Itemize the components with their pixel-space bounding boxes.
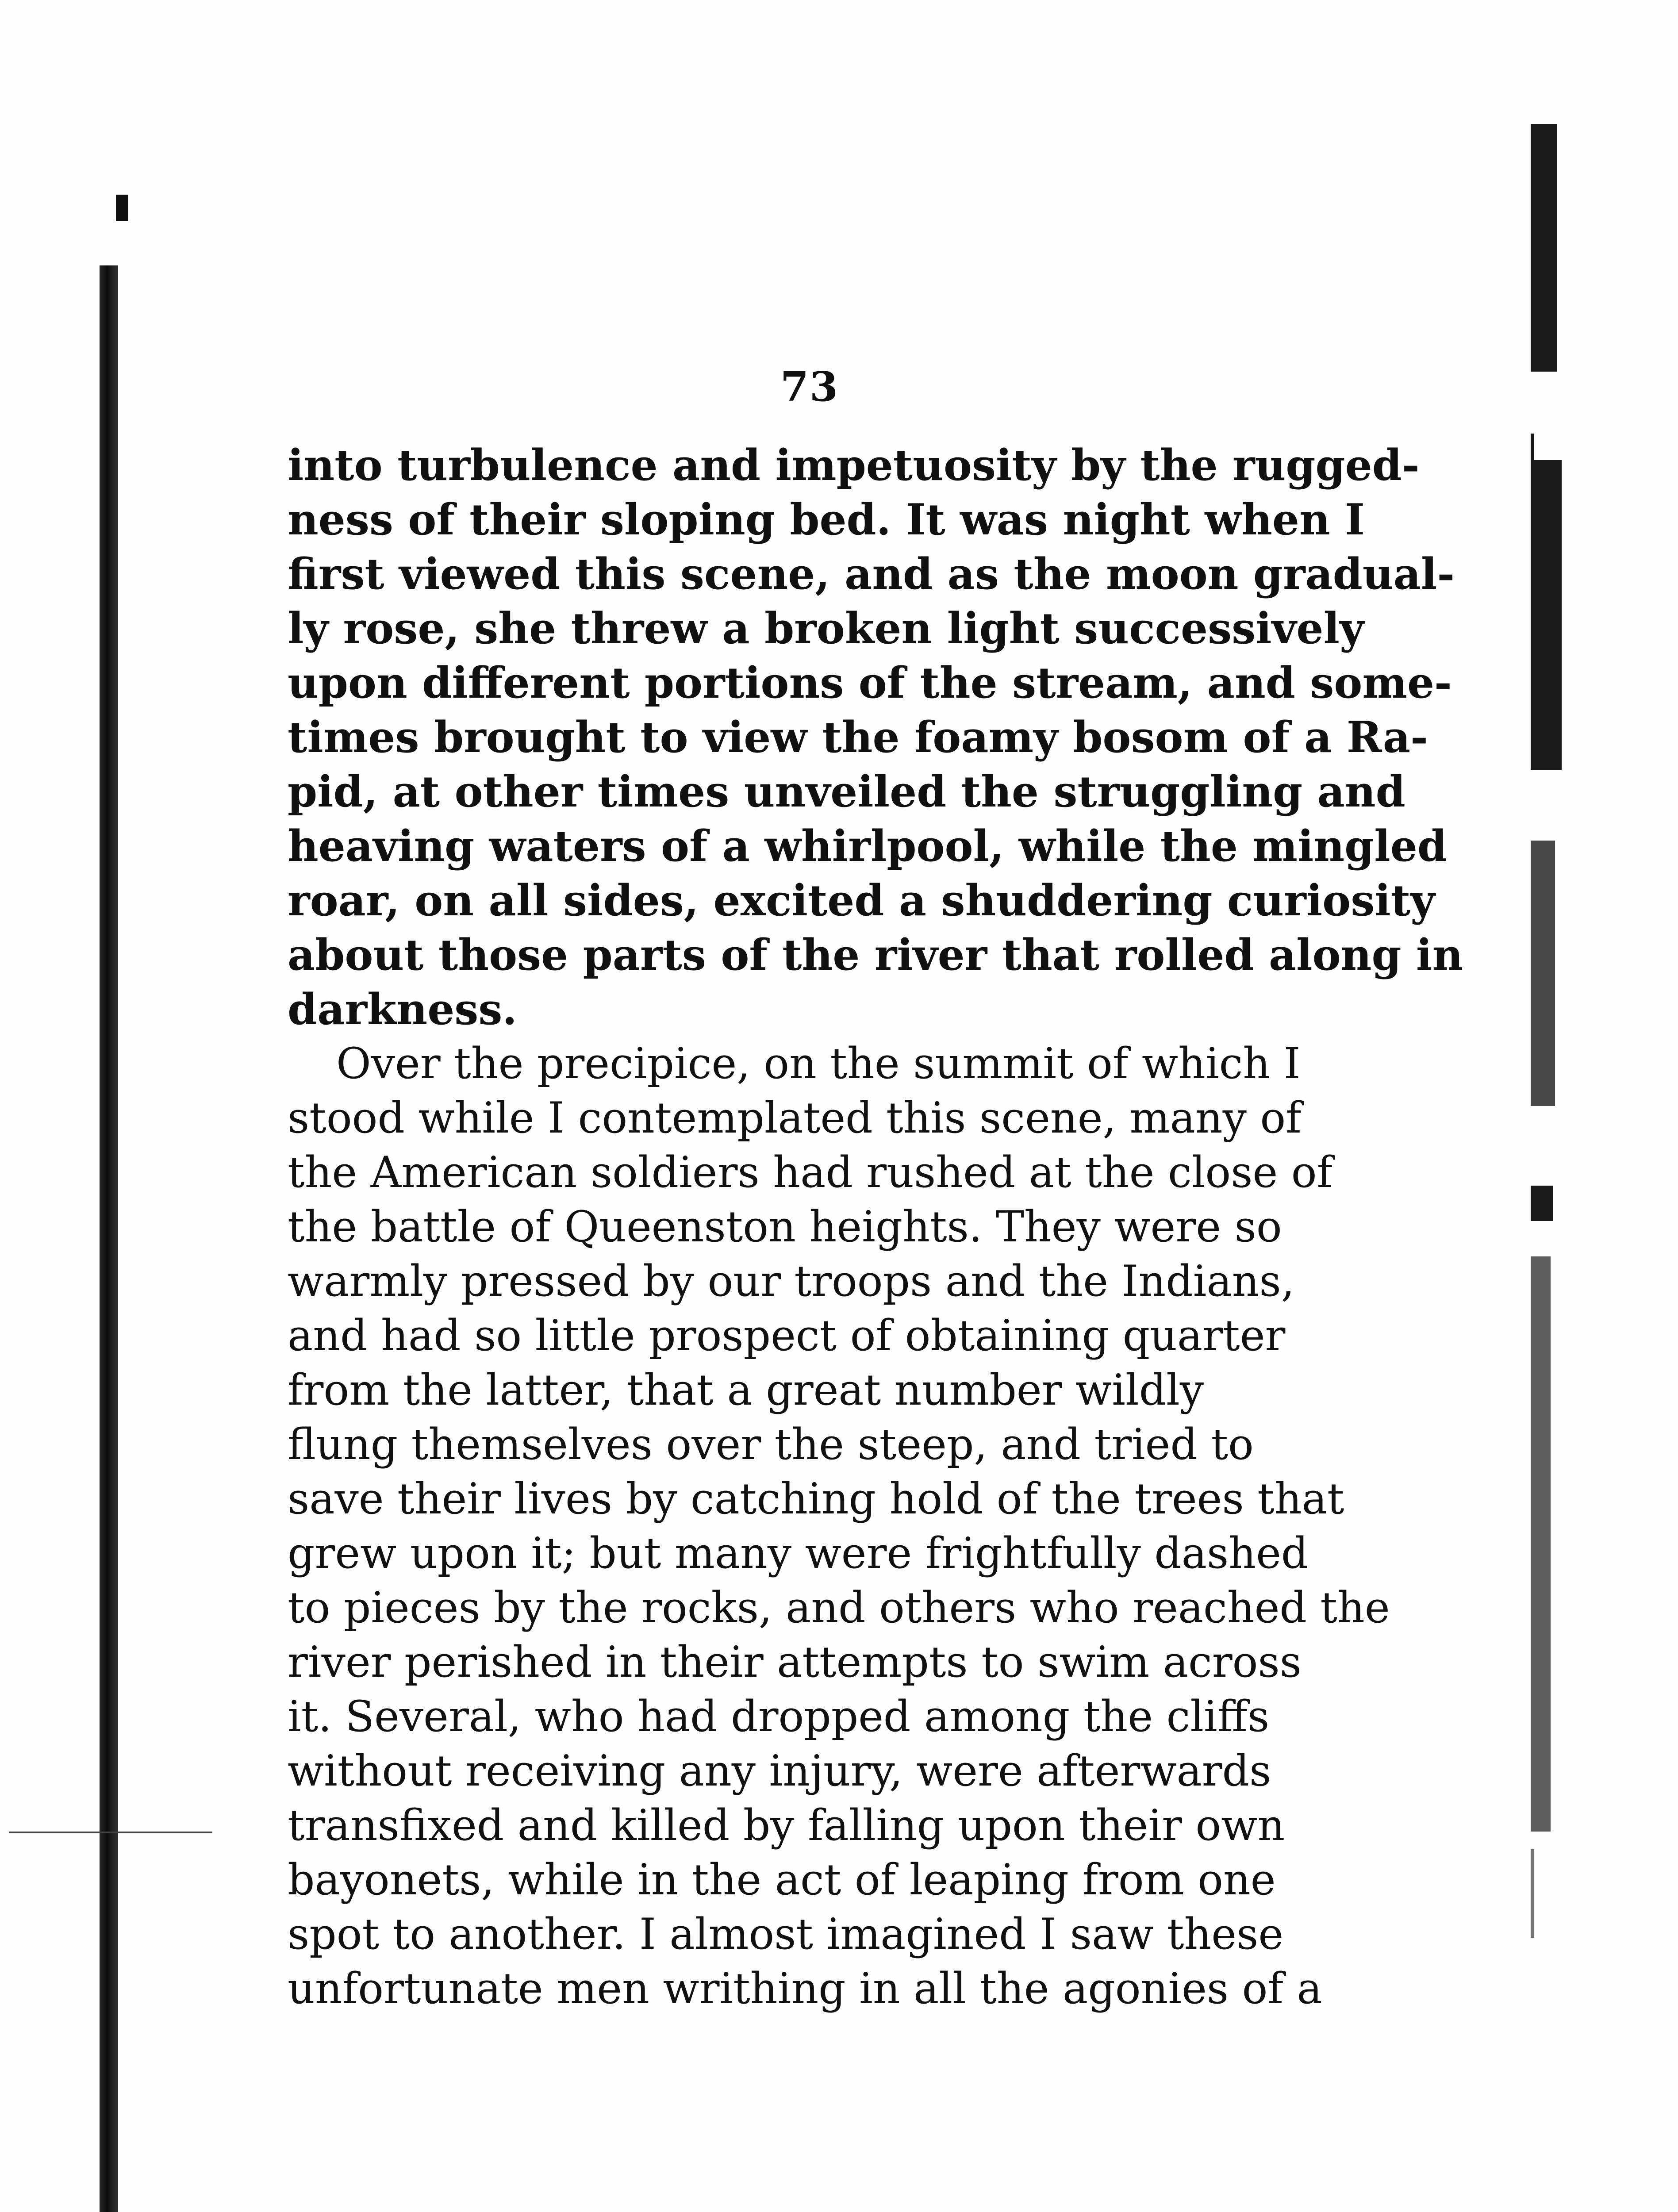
text-line: bayonets, while in the act of leaping from one: [288, 1855, 1276, 1905]
text-line: darkness.: [288, 984, 517, 1034]
text-line: and had so little prospect of obtaining quarter: [288, 1311, 1286, 1360]
text-line: Over the precipice, on the summit of which I: [336, 1039, 1301, 1088]
body-text: [288, 438, 1463, 2016]
paragraph-2: [288, 1037, 1390, 2016]
binding-mark: [116, 195, 128, 221]
text-line: grew upon it; but many were frightfully dashed: [288, 1528, 1309, 1578]
text-line: flung themselves over the steep, and tried to: [288, 1420, 1254, 1469]
text-line: ly rose, she threw a broken light successively: [288, 603, 1364, 653]
text-line: times brought to view the foamy bosom of a Ra-: [288, 712, 1428, 762]
torn-edge-strip: [1522, 124, 1588, 2212]
text-line: unfortunate men writhing in all the agonies of a: [288, 1964, 1322, 2013]
text-line: the battle of Queenston heights. They were so: [288, 1202, 1282, 1252]
text-line: save their lives by catching hold of the trees that: [288, 1474, 1344, 1524]
text-line: spot to another. I almost imagined I saw these: [288, 1909, 1284, 1959]
text-line: first viewed this scene, and as the moon gradual-: [288, 549, 1455, 599]
text-line: to pieces by the rocks, and others who reached the: [288, 1583, 1390, 1632]
text-line: into turbulence and impetuosity by the rugged-: [288, 440, 1420, 490]
text-line: without receiving any injury, were afterwards: [288, 1746, 1271, 1796]
text-line: warmly pressed by our troops and the Indians,: [288, 1256, 1295, 1306]
text-line: transfixed and killed by falling upon their own: [288, 1801, 1285, 1850]
text-line: river perished in their attempts to swim across: [288, 1637, 1302, 1687]
text-line: it. Several, who had dropped among the cliffs: [288, 1692, 1270, 1741]
text-line: roar, on all sides, excited a shuddering curiosity: [288, 876, 1435, 926]
text-line: pid, at other times unveiled the struggling and: [288, 767, 1405, 817]
page-number: 73: [780, 363, 839, 411]
binding-edge: [100, 265, 118, 2212]
paragraph-1: [288, 438, 1463, 1037]
text-line: about those parts of the river that rolled along in: [288, 930, 1463, 980]
text-line: from the latter, that a great number wildly: [288, 1365, 1204, 1415]
scan-rule-line: [9, 1832, 212, 1833]
text-line: heaving waters of a whirlpool, while the mingled: [288, 821, 1447, 871]
text-line: the American soldiers had rushed at the close of: [288, 1148, 1333, 1197]
text-line: stood while I contemplated this scene, many of: [288, 1093, 1302, 1143]
text-line: ness of their sloping bed. It was night when I: [288, 495, 1365, 545]
text-line: upon different portions of the stream, and some-: [288, 658, 1452, 708]
